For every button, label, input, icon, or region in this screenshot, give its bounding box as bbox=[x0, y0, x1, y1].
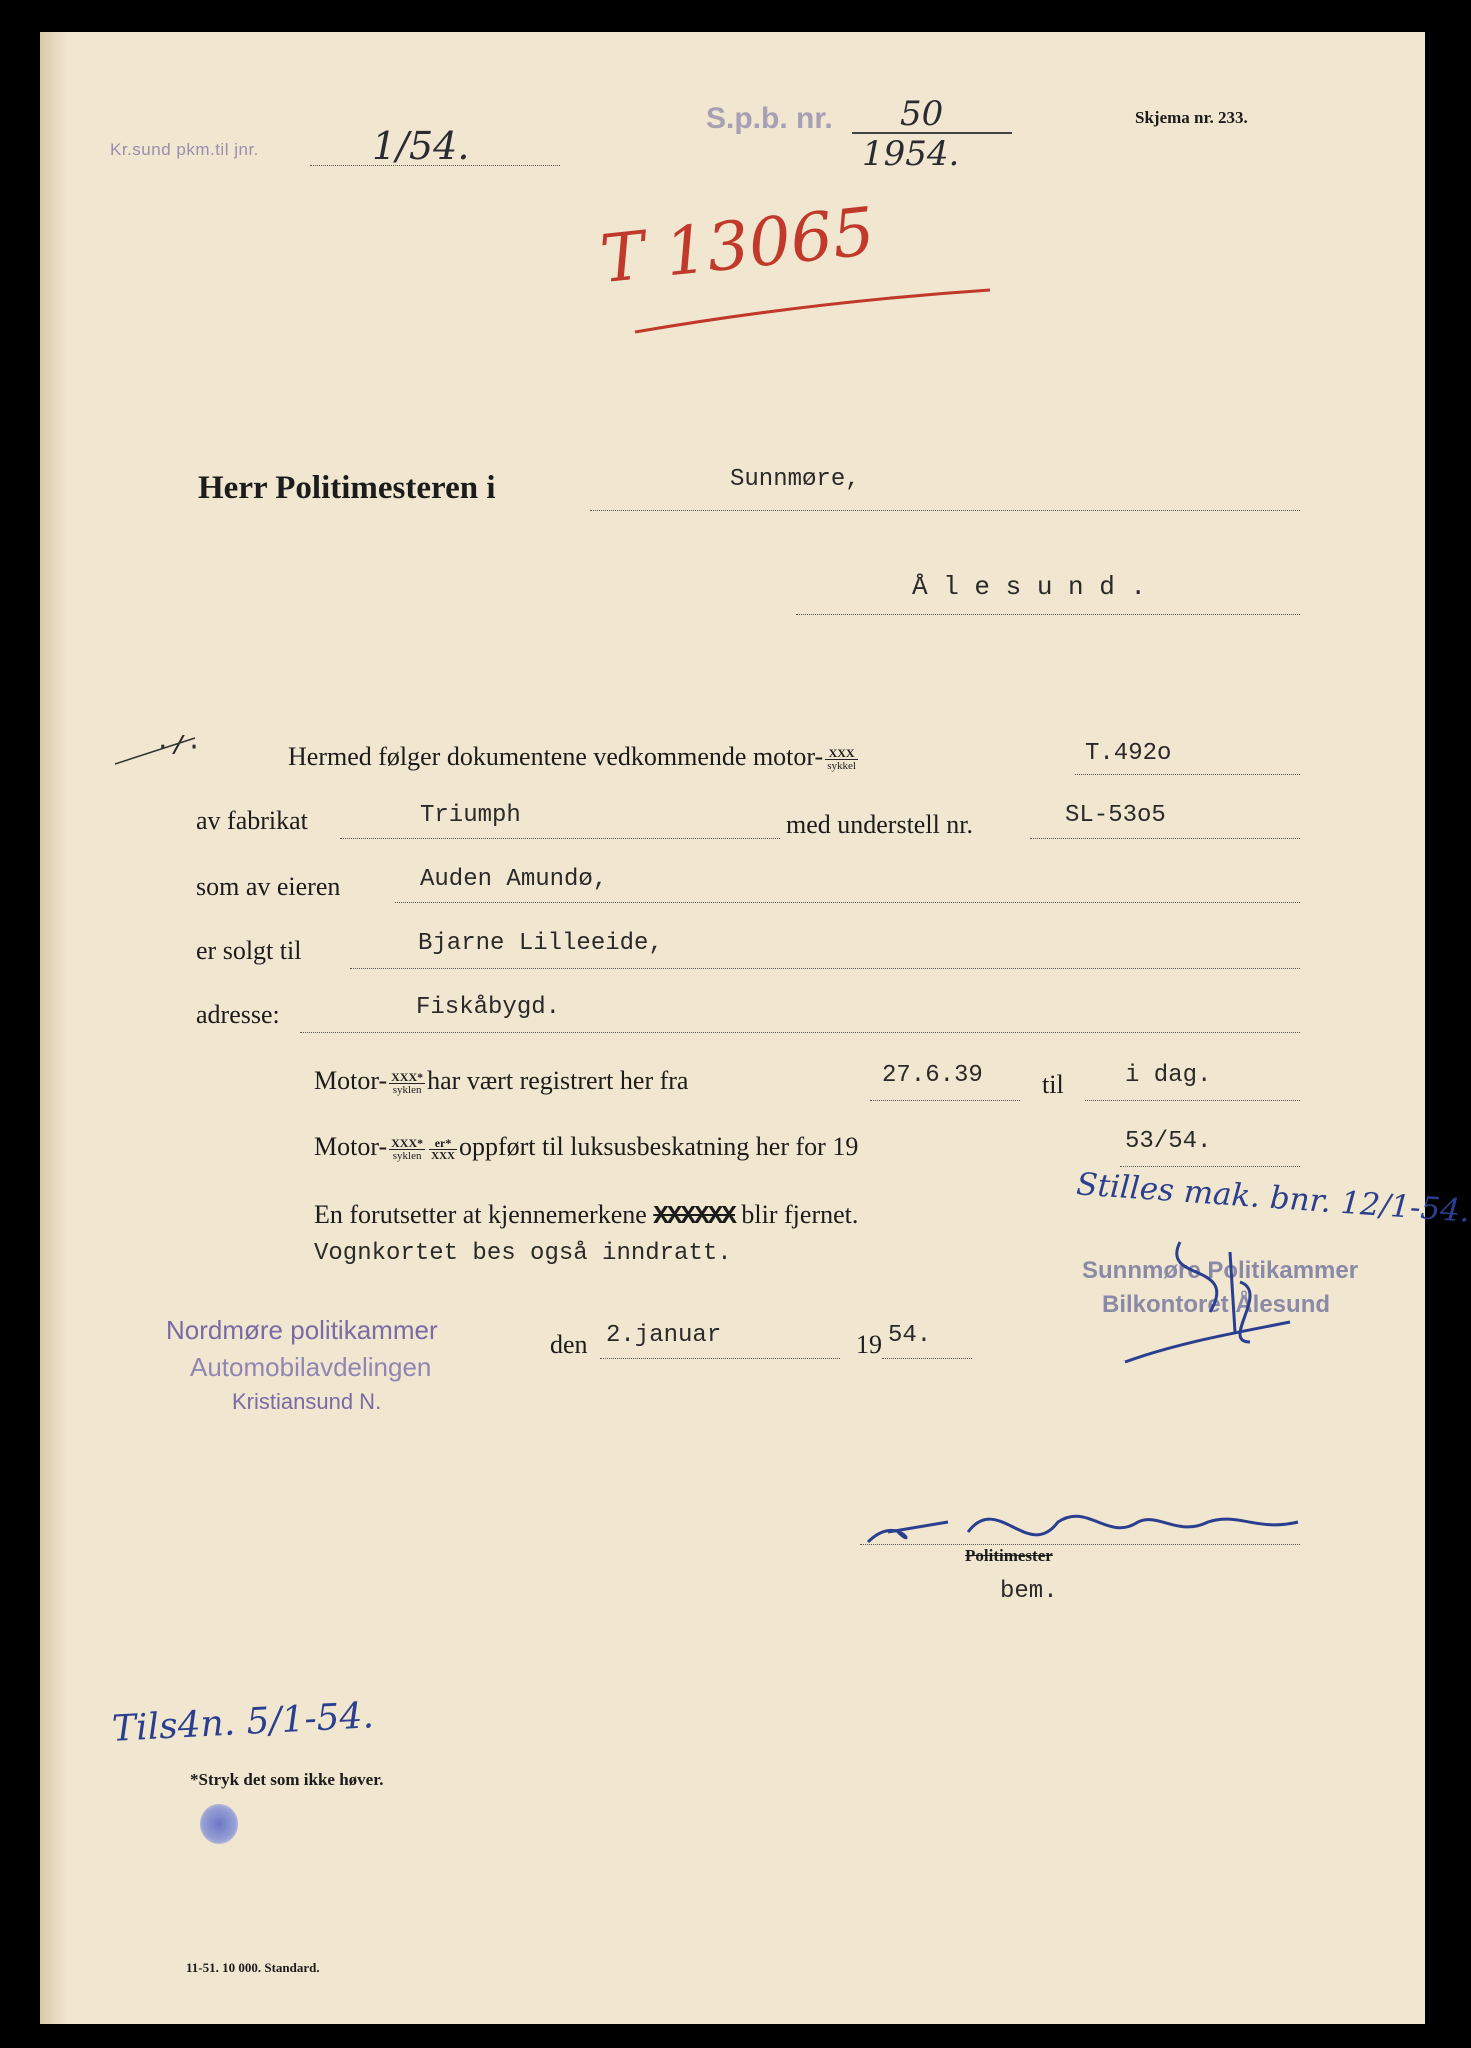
form-number: Skjema nr. 233. bbox=[1135, 108, 1248, 127]
ink-blot bbox=[200, 1804, 238, 1844]
owner-label: som av eieren bbox=[196, 872, 341, 901]
date-day-month: 2.januar bbox=[606, 1322, 722, 1349]
stamp-right-line2: Bilkontoret Ålesund bbox=[1102, 1290, 1331, 1318]
red-underline bbox=[630, 282, 1000, 342]
city-line bbox=[796, 614, 1300, 615]
sykkel-fraction bbox=[389, 1071, 425, 1096]
salutation: Herr Politimesteren i bbox=[198, 470, 496, 506]
fraction-bottom: XXX bbox=[431, 1149, 455, 1162]
tax-sykkel-fraction bbox=[389, 1137, 425, 1162]
spb-year: 1954. bbox=[862, 134, 960, 174]
owner-value: Auden Amundø, bbox=[420, 866, 608, 893]
fraction-top: XXX* bbox=[391, 1135, 424, 1150]
print-info: 11-51. 10 000. Standard. bbox=[186, 1960, 320, 1975]
tax-year-line bbox=[1120, 1166, 1300, 1167]
addressee-city: Å l e s u n d . bbox=[912, 572, 1147, 602]
stamp-left-line2: Automobilavdelingen bbox=[190, 1351, 432, 1382]
nordmore-stamp bbox=[166, 1312, 438, 1417]
spb-number: 50 bbox=[900, 94, 944, 134]
sold-to-label: er solgt til bbox=[196, 936, 302, 965]
reg-from-value: 27.6.39 bbox=[882, 1062, 983, 1089]
registration-text bbox=[314, 1066, 688, 1096]
journal-ref-value: 1/54. bbox=[372, 124, 470, 168]
intro-label: Hermed følger dokumentene vedkommende motor- bbox=[288, 742, 824, 771]
address-line bbox=[300, 1032, 1300, 1033]
spb-label: S.p.b. nr. bbox=[706, 102, 833, 135]
plates-struck: XXXXXX bbox=[653, 1201, 735, 1231]
fraction-bottom: syklen bbox=[392, 1083, 422, 1096]
journal-ref-stamp bbox=[110, 140, 259, 160]
reg-til-label: til bbox=[1042, 1070, 1064, 1099]
reg-from-line bbox=[870, 1100, 1020, 1101]
tax-prefix: Motor- bbox=[314, 1132, 388, 1161]
plates-pre: En forutsetter at kjennemerkene bbox=[314, 1200, 647, 1229]
signature-scrawl bbox=[858, 1492, 1338, 1572]
intro-text bbox=[288, 742, 860, 772]
sold-to-value: Bjarne Lilleeide, bbox=[418, 930, 663, 957]
address-value: Fiskåbygd. bbox=[416, 994, 561, 1021]
year-line bbox=[882, 1358, 972, 1359]
tax-label: oppført til luksusbeskatning her for 19 bbox=[458, 1132, 859, 1161]
fraction-top: XXX* bbox=[391, 1069, 424, 1084]
signature-line bbox=[860, 1544, 1300, 1545]
stamp-right-line1: Sunnmøre Politikammer bbox=[1082, 1257, 1359, 1284]
salutation-line bbox=[590, 510, 1300, 511]
make-line bbox=[340, 838, 780, 839]
address-label: adresse: bbox=[196, 1000, 280, 1029]
signature-title-struck: Politimester bbox=[965, 1546, 1053, 1565]
date-line bbox=[600, 1358, 840, 1359]
initials-signature bbox=[1120, 1222, 1300, 1372]
plates-post: blir fjernet. bbox=[741, 1200, 859, 1229]
document-page bbox=[40, 32, 1471, 2024]
fraction-top: er* bbox=[429, 1137, 457, 1150]
date-den: den bbox=[550, 1330, 588, 1359]
addressee-district: Sunnmøre, bbox=[730, 466, 860, 493]
chassis-value: SL-53o5 bbox=[1065, 802, 1166, 829]
red-reference-note: T 13065 bbox=[596, 192, 879, 299]
stamp-left-line3: Kristiansund N. bbox=[232, 1388, 382, 1414]
fraction-bottom: sykkel bbox=[827, 759, 856, 772]
tax-year-value: 53/54. bbox=[1125, 1128, 1212, 1155]
sold-to-line bbox=[350, 968, 1300, 969]
reg-to-value: i dag. bbox=[1125, 1062, 1212, 1089]
make-value: Triumph bbox=[420, 802, 521, 829]
footer-handwritten-note: Tils4n. 5/1-54. bbox=[111, 1695, 375, 1750]
tax-text bbox=[314, 1132, 858, 1162]
signature-bem: bem. bbox=[1000, 1578, 1058, 1605]
reg-to-line bbox=[1085, 1100, 1300, 1101]
reg-no-value: T.492o bbox=[1085, 740, 1172, 767]
motor-fraction bbox=[825, 747, 858, 772]
er-fraction bbox=[429, 1137, 457, 1162]
reg-no-line bbox=[1075, 774, 1300, 775]
chassis-label: med understell nr. bbox=[786, 810, 974, 839]
handwritten-right-note: Stilles mak. bnr. 12/1-54. bbox=[1075, 1166, 1471, 1230]
marker-slash bbox=[110, 732, 200, 772]
footnote: *Stryk det som ikke høver. bbox=[190, 1770, 384, 1789]
reg-text: har vært registrert her fra bbox=[427, 1066, 689, 1095]
plates-text bbox=[314, 1200, 858, 1231]
make-label: av fabrikat bbox=[196, 806, 308, 835]
fraction-top: XXX bbox=[825, 747, 858, 760]
stamp-left-line1: Nordmøre politikammer bbox=[166, 1315, 438, 1345]
owner-line bbox=[395, 902, 1300, 903]
vognkort-text: Vognkortet bes også inndratt. bbox=[314, 1240, 732, 1267]
date-century: 19 bbox=[856, 1330, 882, 1359]
paragraph-marker: ·/· bbox=[155, 732, 202, 762]
reg-prefix: Motor- bbox=[314, 1066, 388, 1095]
chassis-line bbox=[1030, 838, 1300, 839]
fraction-bottom: syklen bbox=[392, 1149, 422, 1162]
date-year: 54. bbox=[888, 1322, 932, 1349]
journal-ref-label: Kr.sund pkm.til jnr. bbox=[110, 140, 259, 159]
